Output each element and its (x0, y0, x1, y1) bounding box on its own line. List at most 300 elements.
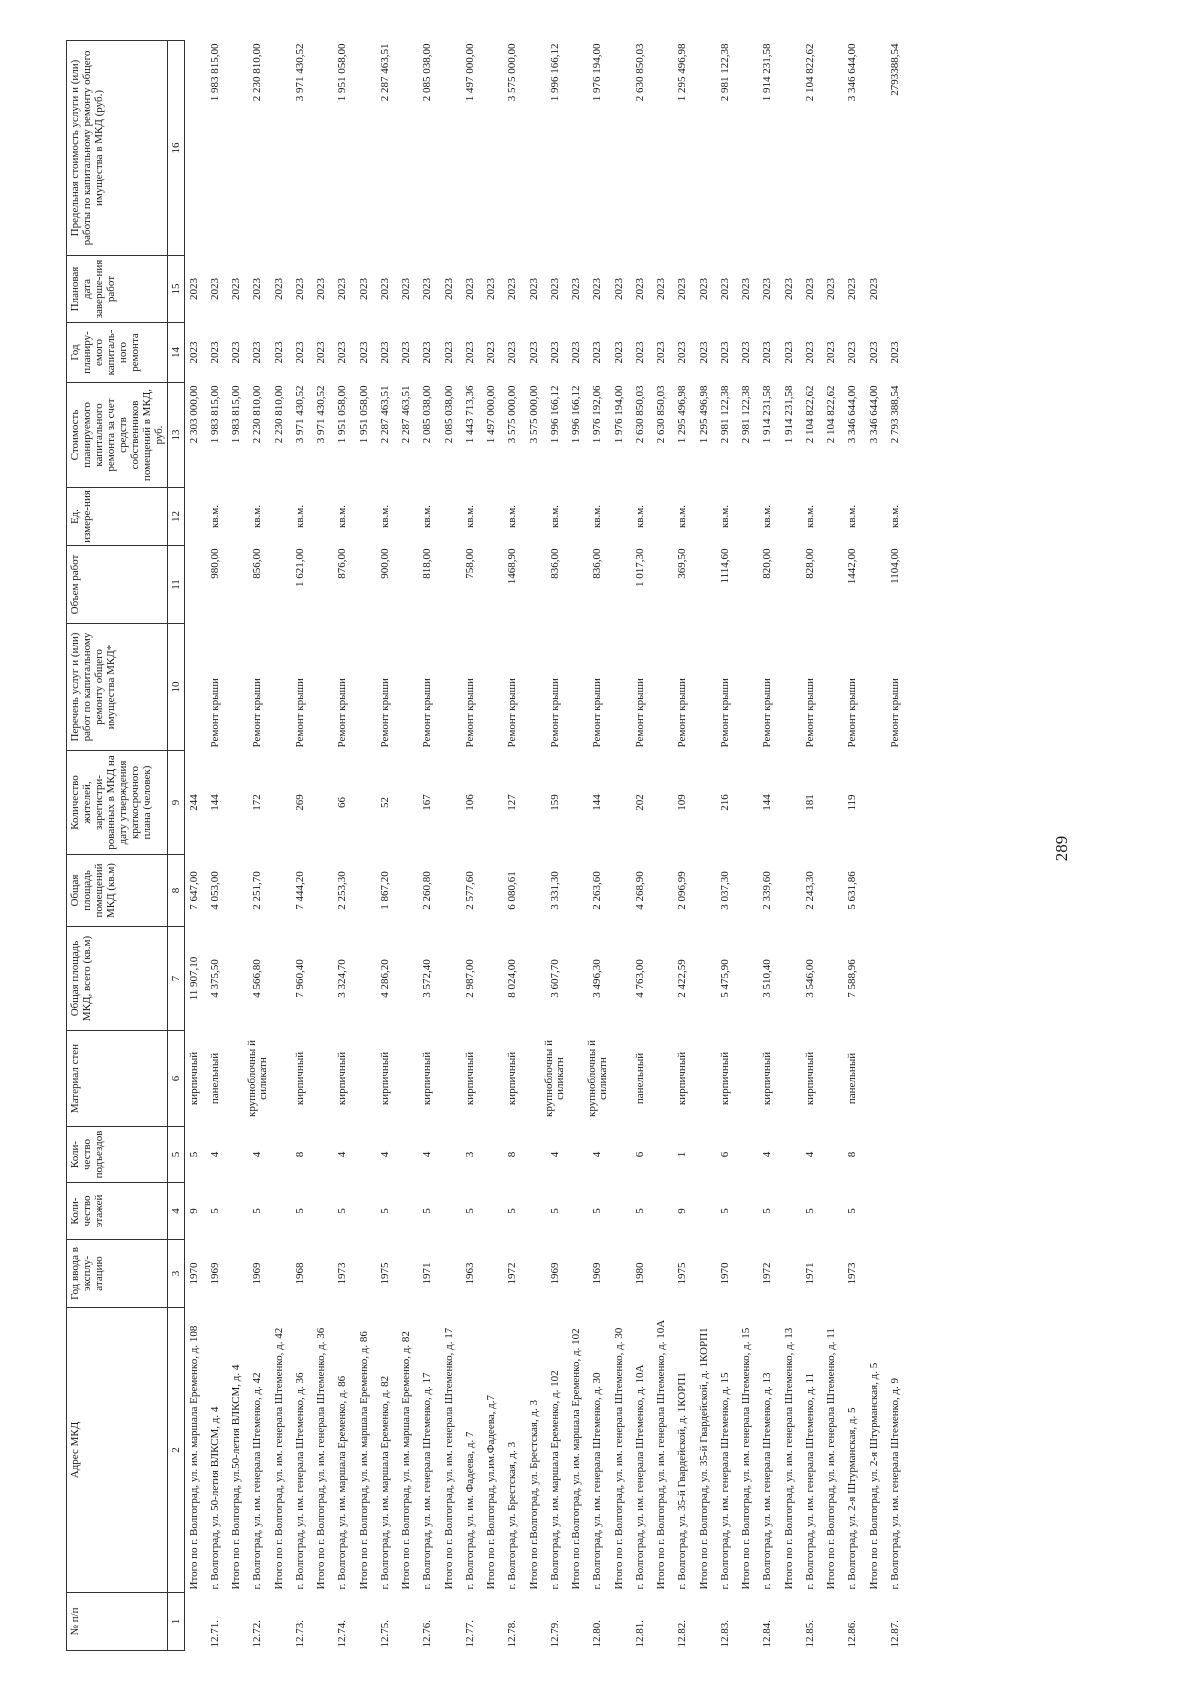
table-cell: Ремонт крыши (506, 678, 519, 748)
total-row (185, 41, 204, 1651)
table-cell (865, 1127, 883, 1183)
table-cell: 5 (251, 1208, 264, 1214)
table-cell: 2023 (187, 341, 200, 364)
table-cell (440, 1031, 458, 1127)
column-number: 2 (168, 1308, 185, 1593)
table-cell: 2023 (825, 278, 837, 300)
table-cell: 2 096,99 (676, 871, 689, 910)
table-cell (695, 546, 713, 624)
table-cell (440, 1183, 458, 1240)
table-cell (695, 1031, 713, 1127)
table-cell (483, 546, 501, 624)
table-cell: кирпичный (463, 1051, 476, 1106)
table-cell (525, 927, 543, 1031)
table-cell: 2023 (697, 278, 710, 300)
table-cell: Итого по г. Волгоград, ул. им. генерала Штеменко, д. 42 (272, 1327, 285, 1590)
table-cell: 2023 (400, 341, 412, 364)
table-cell: Ремонт крыши (548, 678, 561, 748)
table-cell: 1 497 000,00 (463, 43, 476, 102)
table-cell (440, 624, 458, 751)
total-row (228, 41, 246, 1651)
table-cell: г. Волгоград, ул. им. генерала Штеменко, д. 30 (591, 1372, 604, 1590)
table-cell: Итого по г.Волгоград, ул. им. маршала Еременко, д. 102 (570, 1328, 582, 1590)
table-cell: 3 575 000,00 (506, 385, 519, 444)
table-cell (313, 751, 331, 855)
table-cell: 2023 (336, 341, 349, 364)
table-cell: 1 443 713,36 (463, 385, 476, 444)
table-cell (780, 488, 798, 546)
table-row (628, 41, 653, 1651)
table-cell (568, 1127, 586, 1183)
table-cell: 1114,60 (718, 548, 731, 584)
table-cell: Итого по г. Волгоград, ул. им. генерала Штеменко, д. 36 (315, 1327, 327, 1590)
table-cell (483, 1127, 501, 1183)
table-cell (738, 488, 756, 546)
table-cell (355, 1240, 373, 1308)
table-cell (738, 1240, 756, 1308)
table-cell: 269 (293, 794, 306, 811)
table-cell: 2 230 810,00 (251, 43, 264, 102)
table-cell: Итого по г. Волгоград, ул. им. маршала Еременко, д. 108 (187, 1325, 200, 1590)
table-cell: 1 976 194,00 (612, 385, 625, 444)
table-cell: Ремонт крыши (676, 678, 689, 748)
table-cell: 1969 (208, 1262, 221, 1285)
table-cell: 6 (718, 1151, 731, 1158)
table-cell: 2 287 463,51 (378, 43, 391, 102)
table-cell: 2 287 463,51 (378, 385, 391, 444)
table-cell: Ремонт крыши (293, 678, 306, 748)
table-cell (355, 1183, 373, 1240)
table-cell: Итого по г.Волгоград, ул. Брестская, д. 3 (527, 1399, 540, 1590)
table-cell (653, 1240, 671, 1308)
table-cell (228, 1240, 246, 1308)
table-cell (313, 1127, 331, 1183)
table-cell (780, 751, 798, 855)
table-cell: Ремонт крыши (803, 678, 816, 748)
table-cell: 2 085 038,00 (421, 385, 434, 444)
total-row (313, 41, 331, 1651)
table-cell: 3 324,70 (336, 959, 349, 998)
table-cell: 5 (633, 1208, 646, 1214)
table-cell: Ремонт крыши (888, 678, 901, 748)
table-cell: Ремонт крыши (208, 678, 221, 748)
table-cell (653, 624, 671, 751)
table-cell: 2023 (230, 341, 242, 364)
table-cell: 2023 (846, 341, 859, 364)
table-cell: 2 630 850,03 (633, 43, 646, 102)
table-cell (355, 624, 373, 751)
table-cell: 2023 (485, 341, 497, 364)
table-cell (440, 751, 458, 855)
table-cell (228, 488, 246, 546)
table-cell: 159 (548, 794, 561, 811)
table-cell: кв.м. (846, 505, 859, 528)
table-cell: 3 575 000,00 (527, 385, 540, 444)
table-cell (228, 751, 246, 855)
table-cell: г. Волгоград, ул. 2-я Штурманская, д. 5 (846, 1407, 859, 1590)
table-cell: кирпичный (421, 1051, 434, 1106)
table-cell: Итого по г. Волгоград, ул. 35-й Гвардейской, д. 1КОРП1 (697, 1327, 710, 1590)
table-cell: 2023 (846, 278, 859, 300)
table-cell: 127 (506, 794, 519, 811)
table-cell: Ремонт крыши (251, 678, 264, 748)
table-cell: 2023 (655, 341, 667, 364)
table-cell (780, 41, 798, 256)
table-cell: 4 566,80 (251, 959, 264, 998)
table-cell (185, 1593, 204, 1651)
table-row (246, 41, 271, 1651)
table-cell: 2023 (888, 341, 901, 364)
table-cell: 8 024,00 (506, 959, 519, 998)
table-cell (653, 927, 671, 1031)
table-cell: 2023 (506, 278, 519, 300)
column-header: Коли-чество подъездов (67, 1127, 168, 1183)
table-cell (270, 855, 288, 927)
table-cell: 1 976 192,06 (591, 385, 604, 444)
table-cell: 8 (293, 1151, 306, 1158)
table-cell: г. Волгоград, ул. им. генерала Штеменко, д. 13 (761, 1372, 774, 1590)
table-cell: 1 914 231,58 (761, 43, 774, 102)
table-cell (823, 1183, 841, 1240)
table-cell (823, 927, 841, 1031)
table-cell (610, 1183, 628, 1240)
table-cell (865, 546, 883, 624)
table-cell: кв.м. (336, 505, 349, 528)
table-cell: 2023 (187, 278, 200, 300)
table-cell (653, 1183, 671, 1240)
total-row (653, 41, 671, 1651)
table-cell: г. Волгоград, ул. им. генерала Штеменко, д. 42 (251, 1372, 264, 1590)
table-cell: 12.76. (421, 1620, 434, 1648)
total-row (525, 41, 543, 1651)
table-cell (398, 1183, 416, 1240)
table-cell (695, 1127, 713, 1183)
table-cell (823, 751, 841, 855)
table-cell (653, 1127, 671, 1183)
table-cell: кв.м. (676, 505, 689, 528)
table-cell: кирпичный (718, 1051, 731, 1106)
table-cell (823, 1031, 841, 1127)
table-cell (568, 1183, 586, 1240)
table-cell (440, 855, 458, 927)
table-cell: 1970 (718, 1262, 731, 1285)
table-cell (568, 546, 586, 624)
table-cell: 980,00 (208, 548, 221, 579)
table-cell (270, 1031, 288, 1127)
table-cell: 2023 (208, 278, 221, 300)
table-cell (313, 855, 331, 927)
table-cell: Итого по г. Волгоград, ул. им. маршала Еременко, д. 82 (400, 1331, 412, 1590)
column-number: 12 (168, 488, 185, 546)
table-cell: 4 375,50 (208, 959, 221, 998)
table-cell: 2023 (676, 341, 689, 364)
table-cell (228, 546, 246, 624)
table-cell: кв.м. (888, 505, 901, 528)
table-cell: кирпичный (336, 1051, 349, 1106)
table-cell (823, 1240, 841, 1308)
table-row (798, 41, 823, 1651)
table-cell: 2023 (442, 278, 455, 300)
table-cell: 5 475,90 (718, 959, 731, 998)
table-cell: 5 (463, 1208, 476, 1214)
table-cell: 216 (718, 794, 731, 811)
table-cell: 2023 (761, 341, 774, 364)
table-cell (610, 855, 628, 927)
table-cell: г. Волгоград, ул. Брестская, д. 3 (506, 1441, 519, 1590)
table-cell (865, 488, 883, 546)
table-cell: 2 243,30 (803, 871, 816, 910)
table-cell: 1 497 000,00 (485, 385, 497, 444)
table-cell (610, 1127, 628, 1183)
table-cell (398, 855, 416, 927)
table-cell: 12.87. (888, 1620, 901, 1648)
table-cell (355, 1031, 373, 1127)
column-header: Общая площадь МКД, всего (кв.м) (67, 927, 168, 1031)
table-cell (525, 1183, 543, 1240)
table-row (713, 41, 738, 1651)
table-cell: г. Волгоград, ул. им. маршала Еременко, д. 82 (378, 1375, 391, 1590)
table-cell: 2023 (803, 278, 816, 300)
column-number: 8 (168, 855, 185, 927)
table-cell: г. Волгоград, ул. им. генерала Штеменко, д. 15 (718, 1372, 731, 1590)
table-row (373, 41, 398, 1651)
table-cell (525, 1031, 543, 1127)
table-cell: 3 331,30 (548, 871, 561, 910)
table-cell: 4 053,00 (208, 871, 221, 910)
table-cell: 1 996 166,12 (548, 43, 561, 102)
table-cell (270, 1593, 288, 1651)
table-cell: кв.м. (548, 505, 561, 528)
table-cell (865, 624, 883, 751)
table-cell: 1 (676, 1151, 689, 1158)
table-cell: кирпичный (293, 1051, 306, 1106)
table-cell: Ремонт крыши (591, 678, 604, 748)
table-cell: 12.82. (676, 1620, 689, 1648)
table-cell (568, 751, 586, 855)
table-cell (440, 1127, 458, 1183)
table-cell: 6 (633, 1151, 646, 1158)
column-number: 16 (168, 41, 185, 256)
table-cell: 52 (378, 797, 391, 808)
table-cell (270, 1183, 288, 1240)
table-cell (440, 488, 458, 546)
table-cell (695, 488, 713, 546)
table-cell: 7 960,40 (293, 959, 306, 998)
table-cell: 2023 (761, 278, 774, 300)
table-cell: Ремонт крыши (378, 678, 391, 748)
table-row (458, 41, 483, 1651)
total-row (355, 41, 373, 1651)
table-cell (525, 41, 543, 256)
table-cell: г. Волгоград, ул. им. генерала Штеменко, д. 36 (293, 1372, 306, 1590)
table-cell (525, 1593, 543, 1651)
table-cell: 2 253,30 (336, 871, 349, 910)
table-cell: 2023 (570, 278, 582, 300)
table-cell: 1 983 815,00 (208, 385, 221, 444)
column-number: 10 (168, 624, 185, 751)
table-cell: 1 295 496,98 (676, 385, 689, 444)
table-cell (653, 41, 671, 256)
table-cell (483, 1183, 501, 1240)
column-number: 5 (168, 1127, 185, 1183)
table-cell: Ремонт крыши (846, 678, 859, 748)
table-cell (398, 1127, 416, 1183)
table-cell (883, 751, 908, 855)
table-cell: 5 (378, 1208, 391, 1214)
page-number: 289 (1052, 835, 1071, 862)
table-cell: Итого по г. Волгоград, ул. им. генерала Штеменко, д. 15 (740, 1327, 752, 1590)
table-cell: крупноблочны й силикатн (585, 1040, 609, 1117)
table-cell (525, 488, 543, 546)
table-cell (355, 488, 373, 546)
table-cell: 1 951 058,00 (336, 385, 349, 444)
table-cell: 1971 (421, 1262, 434, 1285)
table-cell: 12.71. (208, 1620, 221, 1648)
table-cell: 3 971 430,52 (293, 385, 306, 444)
table-cell (398, 488, 416, 546)
table-cell (865, 927, 883, 1031)
table-cell (823, 855, 841, 927)
table-cell (185, 546, 204, 624)
table-row (501, 41, 526, 1651)
table-cell: 2023 (633, 278, 646, 300)
table-cell (738, 1183, 756, 1240)
table-cell: 2 303 000,00 (187, 385, 200, 444)
table-cell (653, 1593, 671, 1651)
table-cell: Итого по г. Волгоград, ул. им. генерала Штеменко, д. 11 (825, 1328, 837, 1590)
table-cell: 5 (336, 1208, 349, 1214)
table-cell: 2023 (782, 278, 795, 300)
table-cell: Ремонт крыши (718, 678, 731, 748)
table-cell (270, 624, 288, 751)
table-cell: 900,00 (378, 548, 391, 579)
table-cell (525, 855, 543, 927)
table-cell (695, 1593, 713, 1651)
table-cell: 836,00 (591, 548, 604, 579)
column-number: 14 (168, 323, 185, 383)
table-cell: 4 (251, 1151, 264, 1158)
table-cell: 876,00 (336, 548, 349, 579)
table-cell: 3 346 644,00 (867, 385, 880, 444)
table-cell (883, 1127, 908, 1183)
table-cell: 1 983 815,00 (230, 385, 242, 444)
table-cell (313, 488, 331, 546)
table-cell: 1975 (378, 1262, 391, 1285)
table-cell (228, 1127, 246, 1183)
table-cell: кв.м. (421, 505, 434, 528)
table-cell: 2 987,00 (463, 959, 476, 998)
table-cell: 2023 (740, 341, 752, 364)
table-cell: кв.м. (718, 505, 731, 528)
table-cell (440, 1593, 458, 1651)
table-cell (695, 41, 713, 256)
table-cell: 5 (421, 1208, 434, 1214)
table-cell: 1969 (251, 1262, 264, 1285)
table-cell: 106 (463, 794, 476, 811)
table-row (203, 41, 228, 1651)
table-cell: 1 914 231,58 (782, 385, 795, 444)
table-cell (738, 751, 756, 855)
table-cell (398, 546, 416, 624)
table-cell (823, 624, 841, 751)
table-cell: 119 (846, 794, 859, 811)
table-cell (525, 751, 543, 855)
table-cell: 1 621,00 (293, 548, 306, 587)
table-cell: 6 080,61 (506, 871, 519, 910)
table-cell: 1104,00 (888, 548, 901, 584)
table-cell (185, 41, 204, 256)
table-cell (440, 1240, 458, 1308)
table-cell: Итого по г. Волгоград, ул.50-летия ВЛКСМ, д. 4 (230, 1364, 242, 1590)
table-cell: 2023 (230, 278, 242, 300)
table-row (756, 41, 781, 1651)
table-cell: 8 (846, 1151, 859, 1158)
table-cell: г. Волгоград, ул. им. Фадеева, д. 7 (463, 1431, 476, 1590)
table-cell (483, 751, 501, 855)
table-row (288, 41, 313, 1651)
table-cell: 2023 (548, 341, 561, 364)
table-row (671, 41, 696, 1651)
table-cell: 2 981 122,38 (718, 385, 731, 444)
table-cell: 5 (187, 1151, 200, 1158)
table-cell: 12.79. (548, 1620, 561, 1648)
table-cell (883, 927, 908, 1031)
table-cell: 2023 (421, 341, 434, 364)
table-cell (355, 1593, 373, 1651)
table-cell: 1969 (548, 1262, 561, 1285)
table-cell (398, 41, 416, 256)
table-cell: Ремонт крыши (761, 678, 774, 748)
table-cell (865, 855, 883, 927)
table-cell: 2023 (272, 341, 285, 364)
table-cell (610, 488, 628, 546)
table-cell: г. Волгоград, ул. им. маршала Еременко, д. 102 (548, 1370, 561, 1590)
table-cell: 2 260,80 (421, 871, 434, 910)
table-cell: 2023 (378, 341, 391, 364)
table-cell (270, 927, 288, 1031)
table-row (586, 41, 611, 1651)
table-cell (738, 927, 756, 1031)
table-body (185, 41, 908, 1651)
table-cell (185, 624, 204, 751)
table-cell: 5 (208, 1208, 221, 1214)
table-cell: 2023 (867, 341, 880, 364)
table-cell (270, 1240, 288, 1308)
table-cell (865, 1183, 883, 1240)
table-cell: 1 914 231,58 (761, 385, 774, 444)
table-cell (313, 1183, 331, 1240)
table-cell: 8 (506, 1151, 519, 1158)
table-cell: 2023 (315, 341, 327, 364)
table-cell: 2023 (251, 278, 264, 300)
column-header: № п/п (67, 1593, 168, 1651)
total-row (865, 41, 883, 1651)
table-cell (398, 1240, 416, 1308)
table-cell: 2023 (357, 278, 370, 300)
table-cell (228, 927, 246, 1031)
total-row (440, 41, 458, 1651)
table-cell: 2023 (570, 341, 582, 364)
column-header: Плановая дата заверше-ния работ (67, 256, 168, 323)
column-header: Адрес МКД (67, 1308, 168, 1593)
table-cell (270, 751, 288, 855)
table-cell: 167 (421, 794, 434, 811)
table-cell: 2 230 810,00 (272, 385, 285, 444)
column-header: Объем работ (67, 546, 168, 624)
table-cell: 1969 (591, 1262, 604, 1285)
column-number: 3 (168, 1240, 185, 1308)
table-cell: 12.81. (633, 1620, 646, 1648)
